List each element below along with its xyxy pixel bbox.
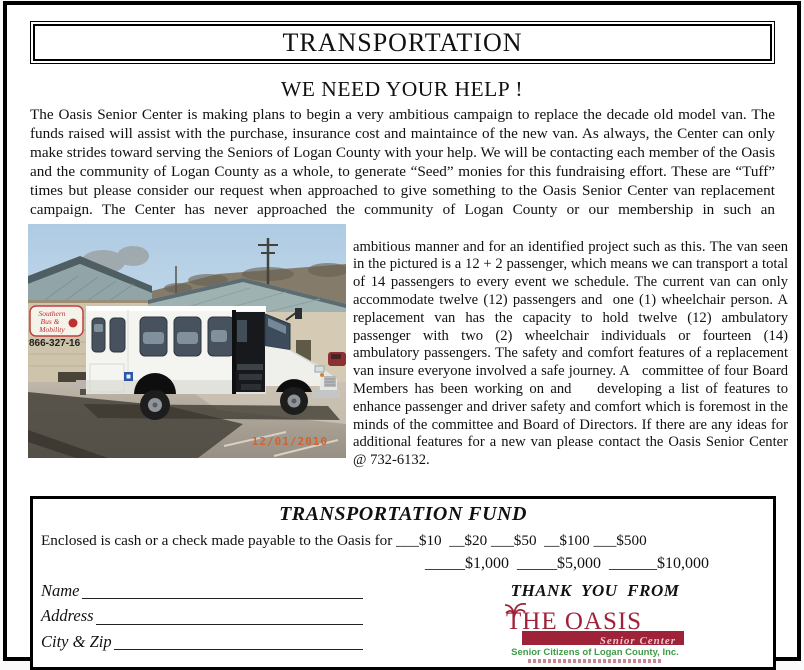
southern-bus-mobility-sign	[30, 306, 83, 336]
sign-phone-number: 866-327-16	[29, 338, 81, 349]
headline: WE NEED YOUR HELP !	[281, 77, 523, 101]
van-photo-illustration	[28, 224, 346, 458]
donor-fields	[41, 578, 363, 663]
flyer-page	[3, 1, 801, 661]
middle-section	[28, 224, 788, 485]
thank-you-text: THANK YOU FROM	[510, 580, 680, 600]
left-eave-shadow	[28, 300, 150, 303]
city-zip-label: City & Zip	[41, 631, 112, 651]
logo-fineprint-line	[528, 659, 662, 663]
sign-text-line3: Mobility	[39, 325, 65, 334]
oasis-logo	[502, 607, 688, 663]
sign-text-line2: Bus &	[40, 317, 60, 326]
side-mirror	[295, 308, 302, 319]
address-field-row	[41, 603, 363, 629]
marker-light	[320, 373, 324, 377]
logo-tagline: Senior Center	[599, 634, 676, 647]
thank-you-column	[363, 578, 765, 663]
page-title: TRANSPORTATION	[33, 24, 772, 61]
name-write-in-line	[82, 578, 364, 600]
name-field-row	[41, 578, 363, 604]
front-bumper	[312, 390, 340, 398]
sign-text-line1: Southern	[38, 309, 66, 318]
intro-paragraph: The Oasis Senior Center is making plans to begin a very ambitious campaign to replace the decade old model van. The funds raised will assist with the purchase, insurance cost and maintaince of the new van. As always, the Center can only make strides toward serving the Seniors of Logan County with your help. We will be contacting each member of the Oasis and the community of Logan County as a whole, to generate “Seed” monies for this fundraising effort. These are “Tuff” times but please consider our request when approached to give something to the Oasis Senior Center van replacement campaign. The Center has never approached the community of Logan County or our membership in such an	[30, 106, 775, 218]
open-door	[232, 310, 265, 394]
headlight	[315, 366, 324, 372]
transportation-fund-box	[30, 496, 776, 670]
city-zip-field-row	[41, 629, 363, 655]
pledge-line: Enclosed is cash or a check made payable to the Oasis for ___$10 __$20 ___$50 __$100 ___$500	[41, 531, 647, 549]
logo-org-line: Senior Citizens of Logan County, Inc.	[511, 646, 679, 658]
address-label: Address	[41, 606, 94, 626]
bus-roof-highlight	[86, 306, 266, 311]
logo-wordmark: THE OASIS	[506, 607, 643, 635]
van-photo	[28, 224, 346, 458]
photo-timestamp: 12/01/2010	[251, 435, 328, 448]
pledge-line-2: _____$1,000 _____$5,000 ______$10,000	[425, 554, 709, 572]
sign-logo-blob	[69, 319, 78, 328]
palm-tree-icon	[504, 599, 530, 619]
fund-title: TRANSPORTATION FUND	[279, 502, 527, 525]
fund-bottom-row	[41, 578, 765, 663]
title-box	[30, 21, 775, 64]
wrap-paragraph: ambitious manner and for an identified project such as this. The van seen in the pictured is a 12 + 2 passenger, which means we can transport a total of 14 passengers to every event we schedule. The current van can only accommodate twelve (12) passengers and one (1) wheelchair person. A replacement van has the capacity to hold twelve (12) ambulatory passenger with two (2) wheelchair individuals or fourteen (14) ambulatory passengers. The safety and comfort features of a replacement van insure everyone involved a safe journey. A committee of four Board Members has been working on and developing a list of features to enhance passenger and driver safety and comfort which is foremost in the minds of the committee and Board of Directors. If there are any ideas for additional features for a new van please contact the Oasis Senior Center @ 732-6132.	[353, 238, 788, 469]
address-write-in-line	[96, 603, 363, 625]
name-label: Name	[41, 580, 80, 600]
city-zip-write-in-line	[114, 629, 363, 651]
